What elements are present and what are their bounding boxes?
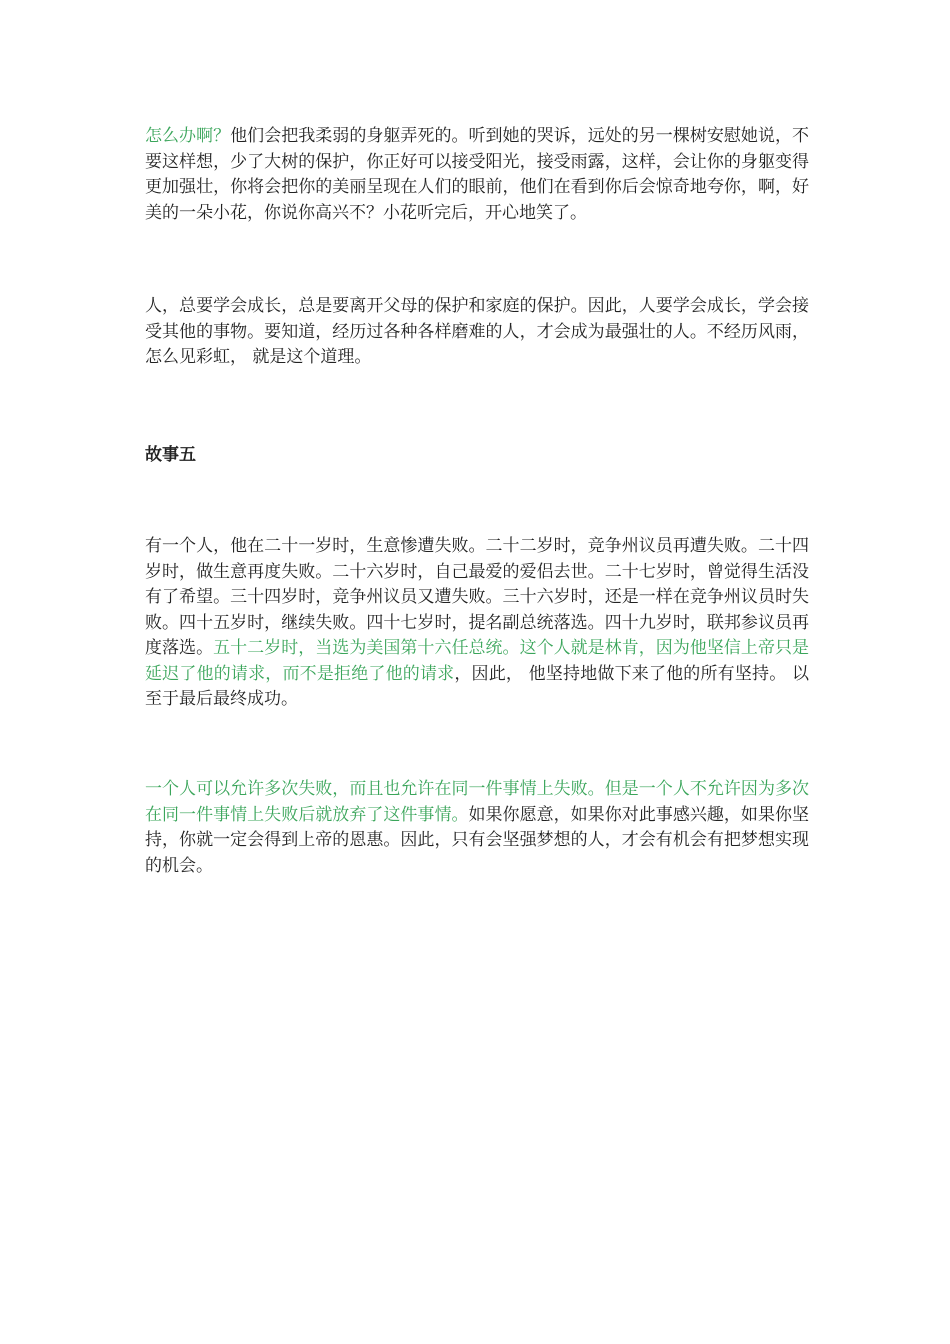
- highlighted-text: 五十二岁时，当选为美国第十六任总统。这个人就是林肯，因为他坚信上帝只是延迟了他的请求，而不是拒绝了他的请求: [145, 638, 810, 684]
- highlighted-text: 一个人可以允许多次失败，而且也允许在同一件事情上失败。但是一个人不允许因为多次在同一件事情上失败后就放弃了这件事情。: [145, 779, 809, 825]
- paragraph-text: 他们会把我柔弱的身躯弄死的。听到她的哭诉，远处的另一棵树安慰她说，不要这样想，少了大树的保护，你正好可以接受阳光，接受雨露，这样，会让你的身躯变得更加强壮，你将会把你的美丽呈现在人们的眼前，他们在看到你后会惊奇地夸你，啊，好美的一朵小花，你说你高兴不？小花听完后，开心地笑了。: [145, 126, 810, 223]
- paragraph-text: 如果你愿意，如果你对此事感兴趣，如果你坚持，你就一定会得到上帝的恩惠。因此，只有会坚强梦想的人，才会有机会有把梦想实现的机会。: [145, 804, 809, 876]
- paragraph-text: 人，总要学会成长，总是要离开父母的保护和家庭的保护。因此，人要学会成长，学会接受其他的事物。要知道，经历过各种各样磨难的人，才会成为最强壮的人。不经历风雨， 怎么见彩虹， 就是这个道理。: [145, 296, 809, 367]
- highlighted-text: 怎么办啊？: [145, 126, 231, 146]
- story-paragraph-4: [145, 777, 809, 879]
- story-paragraph-2: [145, 294, 809, 371]
- story-paragraph-1: [145, 124, 809, 226]
- paragraph-text-tail: ，因此， 他坚持地做下来了他的所有坚持。 以至于最后最终成功。: [145, 663, 810, 709]
- story-paragraph-3: [145, 534, 809, 713]
- paragraph-text: 有一个人，他在二十一岁时，生意惨遭失败。二十二岁时，竞争州议员再遭失败。二十四岁时，做生意再度失败。二十六岁时，自己最爱的爱侣去世。二十七岁时，曾觉得生活没有了希望。三十四岁时，竞争州议员又遭失败。三十六岁时，还是一样在竞争州议员时失败。四十五岁时，继续失败。四十七岁时，提名副总统落选。四十九岁时，联邦参议员再度落选。: [145, 536, 809, 658]
- section-heading: 故事五: [145, 445, 196, 465]
